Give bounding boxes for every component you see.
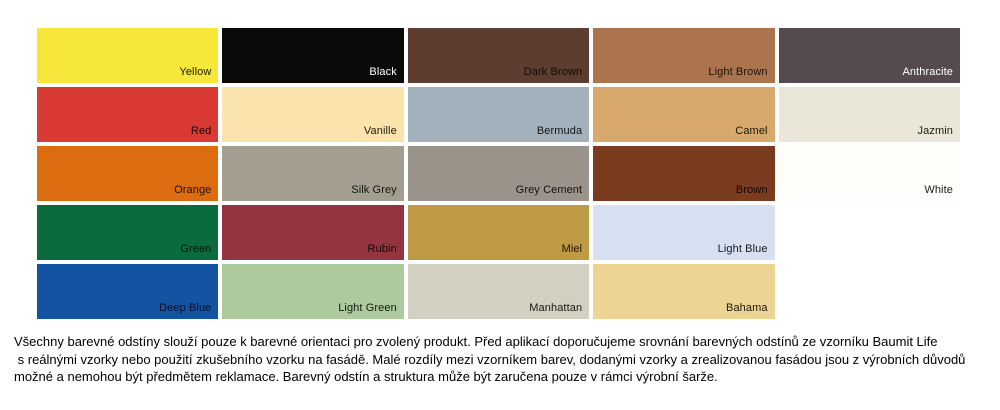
swatch-jazmin xyxy=(779,87,960,142)
swatch-light-brown xyxy=(593,28,774,83)
swatch-orange xyxy=(37,146,218,201)
swatch-grey-cement xyxy=(408,146,589,201)
swatch-label-dark-brown: Dark Brown xyxy=(523,65,583,78)
swatch-label-anthracite: Anthracite xyxy=(902,65,953,78)
swatch-miel xyxy=(408,205,589,260)
swatch-label-rubin: Rubin xyxy=(367,242,397,255)
swatch-label-vanille: Vanille xyxy=(363,124,397,137)
swatch-label-light-green: Light Green xyxy=(338,301,397,314)
swatch-manhattan xyxy=(408,264,589,319)
swatch-dark-brown xyxy=(408,28,589,83)
empty-cell xyxy=(779,264,960,319)
swatch-light-blue xyxy=(593,205,774,260)
swatch-label-miel: Miel xyxy=(561,242,583,255)
swatch-label-yellow: Yellow xyxy=(179,65,212,78)
swatch-brown xyxy=(593,146,774,201)
swatch-label-camel: Camel xyxy=(735,124,768,137)
swatch-bahama xyxy=(593,264,774,319)
swatch-anthracite xyxy=(779,28,960,83)
empty-cell xyxy=(779,205,960,260)
disclaimer-line-2: s reálnými vzorky nebo použití zkušebního vzorku na fasádě. Malé rozdíly mezi vzorníkem barev, dodanými vzorky a zrealizovanou fasádou jsou z výrobních důvodů xyxy=(14,351,966,367)
swatch-bermuda xyxy=(408,87,589,142)
swatch-label-light-blue: Light Blue xyxy=(717,242,768,255)
swatch-label-brown: Brown xyxy=(735,183,768,196)
swatch-silk-grey xyxy=(222,146,403,201)
swatch-label-white: White xyxy=(924,183,953,196)
swatch-label-bahama: Bahama xyxy=(726,301,768,314)
swatch-vanille xyxy=(222,87,403,142)
disclaimer-line-1: Všechny barevné odstíny slouží pouze k barevné orientaci pro zvolený produkt. Před aplikací doporučujeme srovnání barevných odstínů ze vzorníku Baumit Life xyxy=(14,334,938,349)
swatch-label-manhattan: Manhattan xyxy=(529,301,583,314)
swatch-label-grey-cement: Grey Cement xyxy=(515,183,583,196)
swatch-light-green xyxy=(222,264,403,319)
disclaimer-line-3: možné a nemohou být předmětem reklamace. Barevný odstín a struktura může být zaručena pouze v rámci výrobní šarže. xyxy=(14,369,718,384)
swatch-yellow xyxy=(37,28,218,83)
swatch-label-bermuda: Bermuda xyxy=(536,124,583,137)
swatch-label-jazmin: Jazmin xyxy=(917,124,953,137)
swatch-green xyxy=(37,205,218,260)
swatch-deep-blue xyxy=(37,264,218,319)
color-swatch-grid xyxy=(37,28,960,319)
swatch-label-light-brown: Light Brown xyxy=(708,65,768,78)
disclaimer-text xyxy=(14,333,974,386)
swatch-label-orange: Orange xyxy=(174,183,212,196)
swatch-white xyxy=(779,146,960,201)
swatch-black xyxy=(222,28,403,83)
swatch-red xyxy=(37,87,218,142)
swatch-label-deep-blue: Deep Blue xyxy=(159,301,212,314)
swatch-label-red: Red xyxy=(190,124,212,137)
swatch-label-black: Black xyxy=(369,65,397,78)
swatch-label-silk-grey: Silk Grey xyxy=(351,183,397,196)
swatch-camel xyxy=(593,87,774,142)
swatch-rubin xyxy=(222,205,403,260)
swatch-label-green: Green xyxy=(180,242,212,255)
